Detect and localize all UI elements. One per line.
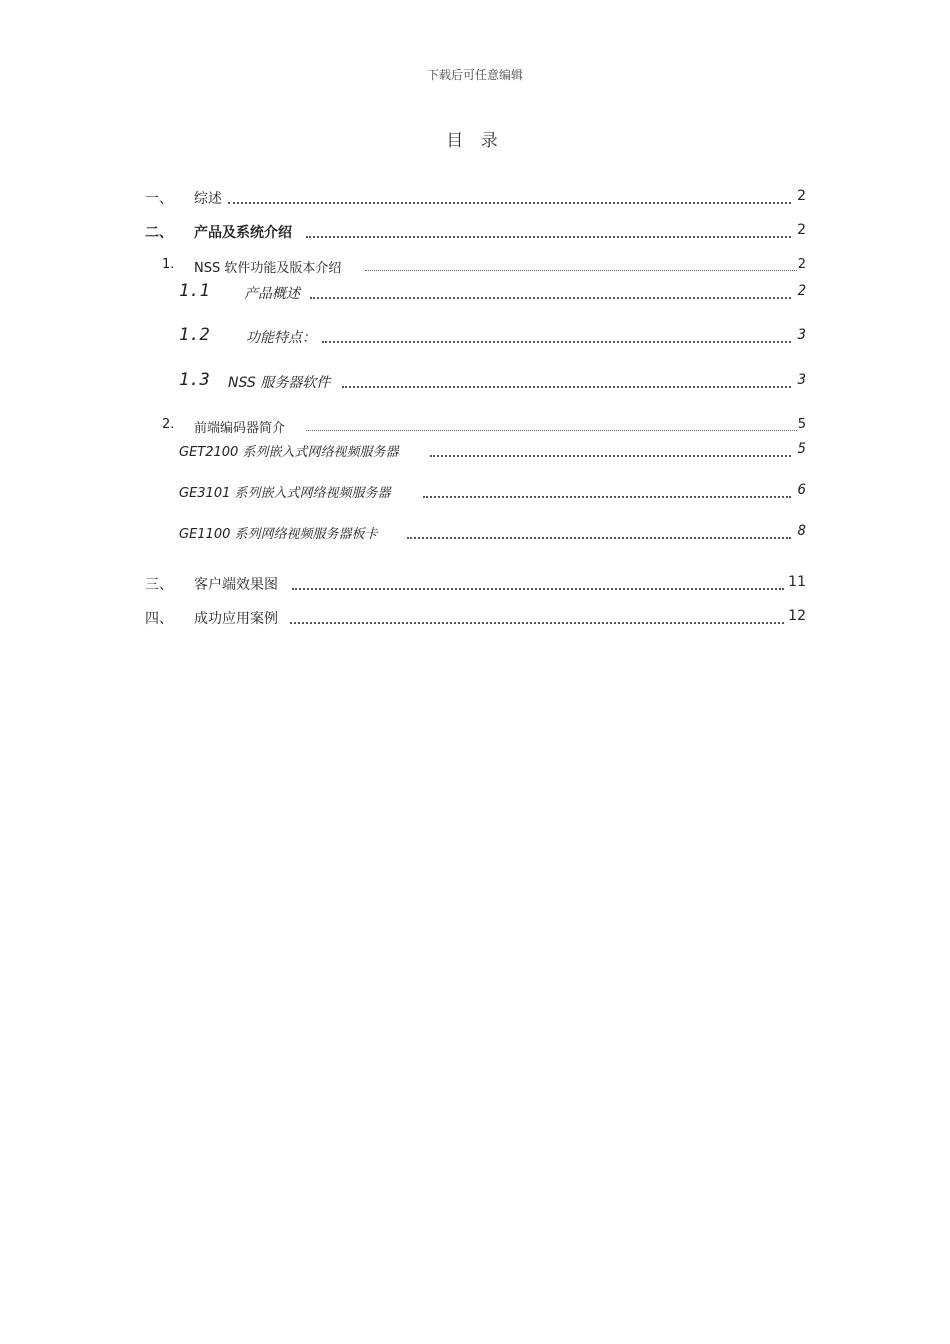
toc-entry-number: 1.3 [179, 370, 210, 390]
toc-entry-page: 2 [797, 222, 806, 238]
toc-entry-label: NSS 软件功能及版本介绍 [194, 261, 342, 276]
toc-leader [306, 236, 791, 238]
toc-leader [228, 202, 791, 204]
toc-entry-number: 三、 [145, 577, 173, 593]
toc-entry-label: GET2100 系列嵌入式网络视频服务器 [179, 445, 399, 460]
toc-entry-page: 2 [797, 283, 806, 299]
toc-entry-page: 5 [797, 417, 806, 432]
toc-entry-number: 1.2 [179, 325, 210, 345]
toc-leader [365, 270, 797, 271]
toc-leader [342, 386, 791, 388]
toc-entry-label: NSS 服务器软件 [228, 375, 331, 391]
toc-leader [292, 588, 784, 590]
toc-leader [430, 455, 791, 457]
toc-leader [310, 297, 791, 299]
toc-entry-page: 11 [788, 574, 806, 590]
toc-entry-label: 产品概述 [244, 286, 300, 302]
toc-entry-label: 功能特点： [246, 330, 316, 346]
toc-entry-page: 2 [797, 257, 806, 272]
toc-leader [306, 430, 797, 431]
toc-title: 目 录 [446, 131, 504, 151]
toc-entry-page: 3 [797, 372, 806, 388]
toc-leader [322, 341, 791, 343]
toc-leader [290, 622, 784, 624]
toc-entry-label: GE3101 系列嵌入式网络视频服务器 [179, 486, 391, 501]
toc-entry-label: 前端编码器简介 [194, 421, 286, 436]
toc-entry-page: 3 [797, 327, 806, 343]
toc-entry-number: 四、 [145, 611, 173, 627]
toc-entry-number: 2. [162, 417, 175, 432]
toc-entry-page: 8 [797, 523, 806, 539]
toc-entry-label: 产品及系统介绍 [194, 225, 292, 241]
toc-entry-page: 12 [788, 608, 806, 624]
toc-entry-label: 综述 [194, 191, 222, 207]
page-header: 下载后可任意编辑 [426, 68, 523, 82]
toc-leader [423, 496, 791, 498]
toc-entry-label: GE1100 系列网络视频服务器板卡 [179, 527, 378, 542]
toc-entry-number: 二、 [145, 225, 173, 241]
toc-entry-page: 6 [797, 482, 806, 498]
toc-entry-label: 客户端效果图 [194, 577, 278, 593]
toc-entry-page: 2 [797, 188, 806, 204]
toc-entry-number: 1. [162, 257, 175, 272]
toc-entry-page: 5 [797, 441, 806, 457]
toc-entry-label: 成功应用案例 [194, 611, 278, 627]
toc-entry-number: 一、 [145, 191, 173, 207]
toc-leader [407, 537, 791, 539]
toc-entry-number: 1.1 [179, 281, 210, 301]
